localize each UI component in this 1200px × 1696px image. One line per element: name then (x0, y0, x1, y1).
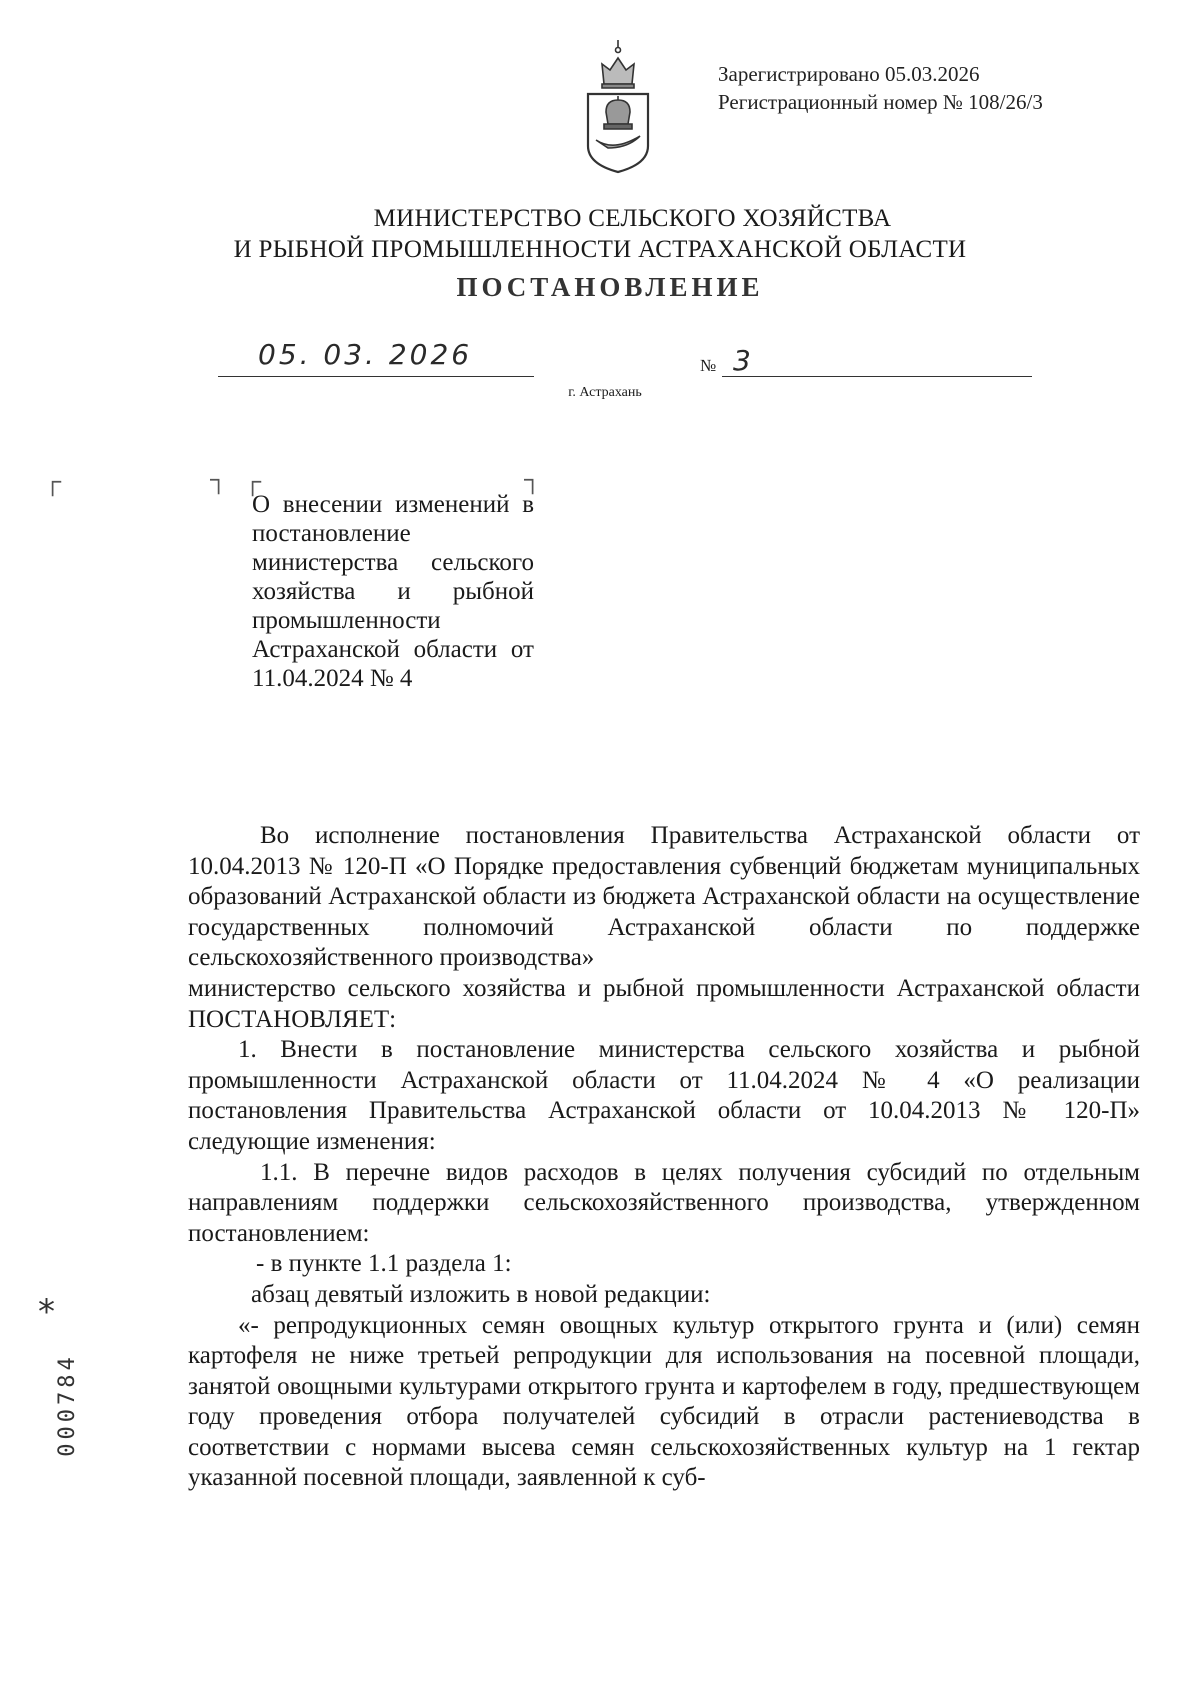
document-number: 3 (733, 344, 754, 377)
document-subject: О внесении изменений в постановление министерства сельского хозяйства и рыбной промышленности Астраханской области от 11.04.2024 № 4 (252, 491, 534, 692)
number-label: № (700, 356, 717, 375)
ministry-name (0, 203, 1200, 265)
corner-bracket-subject-open: ┌ (244, 468, 262, 495)
document-date: 05. 03. 2026 (258, 338, 473, 371)
corner-bracket-closing: ┐ (210, 466, 228, 493)
margin-star-mark: * (38, 1292, 55, 1332)
margin-serial-number (48, 1340, 88, 1470)
number-underline (722, 376, 1032, 377)
corner-bracket-subject-close: ┐ (524, 466, 542, 493)
body-paragraph-preamble: Во исполнение постановления Правительства Астраханской области от 10.04.2013 № 120-П «О Порядке предоставления субвенций бюджетам муниципальных образований Астраханской области из бюджета Астраханской области на осуществление государственных полномочий Астраханской области по поддержке сельскохозяйственного производства» (188, 822, 1140, 972)
ministry-name-line1: МИНИСТЕРСТВО СЕЛЬСКОГО ХОЗЯЙСТВА (373, 205, 892, 232)
body-paragraph-item-1-1: 1.1. В перечне видов расходов в целях получения субсидий по отдельным направлениям поддержки сельскохозяйственного производства, утвержденном постановлением: (188, 1158, 1140, 1247)
registration-block (718, 60, 1043, 116)
body-paragraph-instruction: абзац девятый изложить в новой редакции: (251, 1280, 711, 1308)
date-underline (218, 376, 534, 377)
corner-bracket-left: ┌ (44, 468, 62, 495)
body-paragraph-point: - в пункте 1.1 раздела 1: (256, 1250, 512, 1278)
document-body (188, 821, 1140, 1494)
astrakhan-coat-of-arms-icon (578, 36, 658, 176)
registration-number: Регистрационный номер № 108/26/3 (718, 90, 1043, 114)
margin-serial-text: 000784 (55, 1353, 80, 1457)
document-type-title: ПОСТАНОВЛЕНИЕ (456, 272, 764, 302)
body-paragraph-resolves: министерство сельского хозяйства и рыбной промышленности Астраханской области ПОСТАНОВЛЯЕТ: (188, 974, 1140, 1033)
body-paragraph-new-text: «- репродукционных семян овощных культур открытого грунта и (или) семян картофеля не ниже третьей репродукции для использования на посевной площади, занятой овощными культурами открытого грунта и картофелем в году, предшествующем году проведения отбора получателей субсидий в отрасли растениеводства в соответствии с нормами высева семян сельскохозяйственных культур на 1 гектар указанной посевной площади, заявленной к суб- (188, 1311, 1140, 1492)
ministry-name-line2: И РЫБНОЙ ПРОМЫШЛЕННОСТИ АСТРАХАНСКОЙ ОБЛАСТИ (233, 236, 967, 263)
registration-date: Зарегистрировано 05.03.2026 (718, 62, 980, 86)
document-city: г. Астрахань (568, 385, 642, 400)
body-paragraph-item-1: 1. Внести в постановление министерства сельского хозяйства и рыбной промышленности Астраханской области от 11.04.2024 № 4 «О реализации постановления Правительства Астраханской области от 10.04.2013 № 120-П» следующие изменения: (188, 1036, 1140, 1155)
